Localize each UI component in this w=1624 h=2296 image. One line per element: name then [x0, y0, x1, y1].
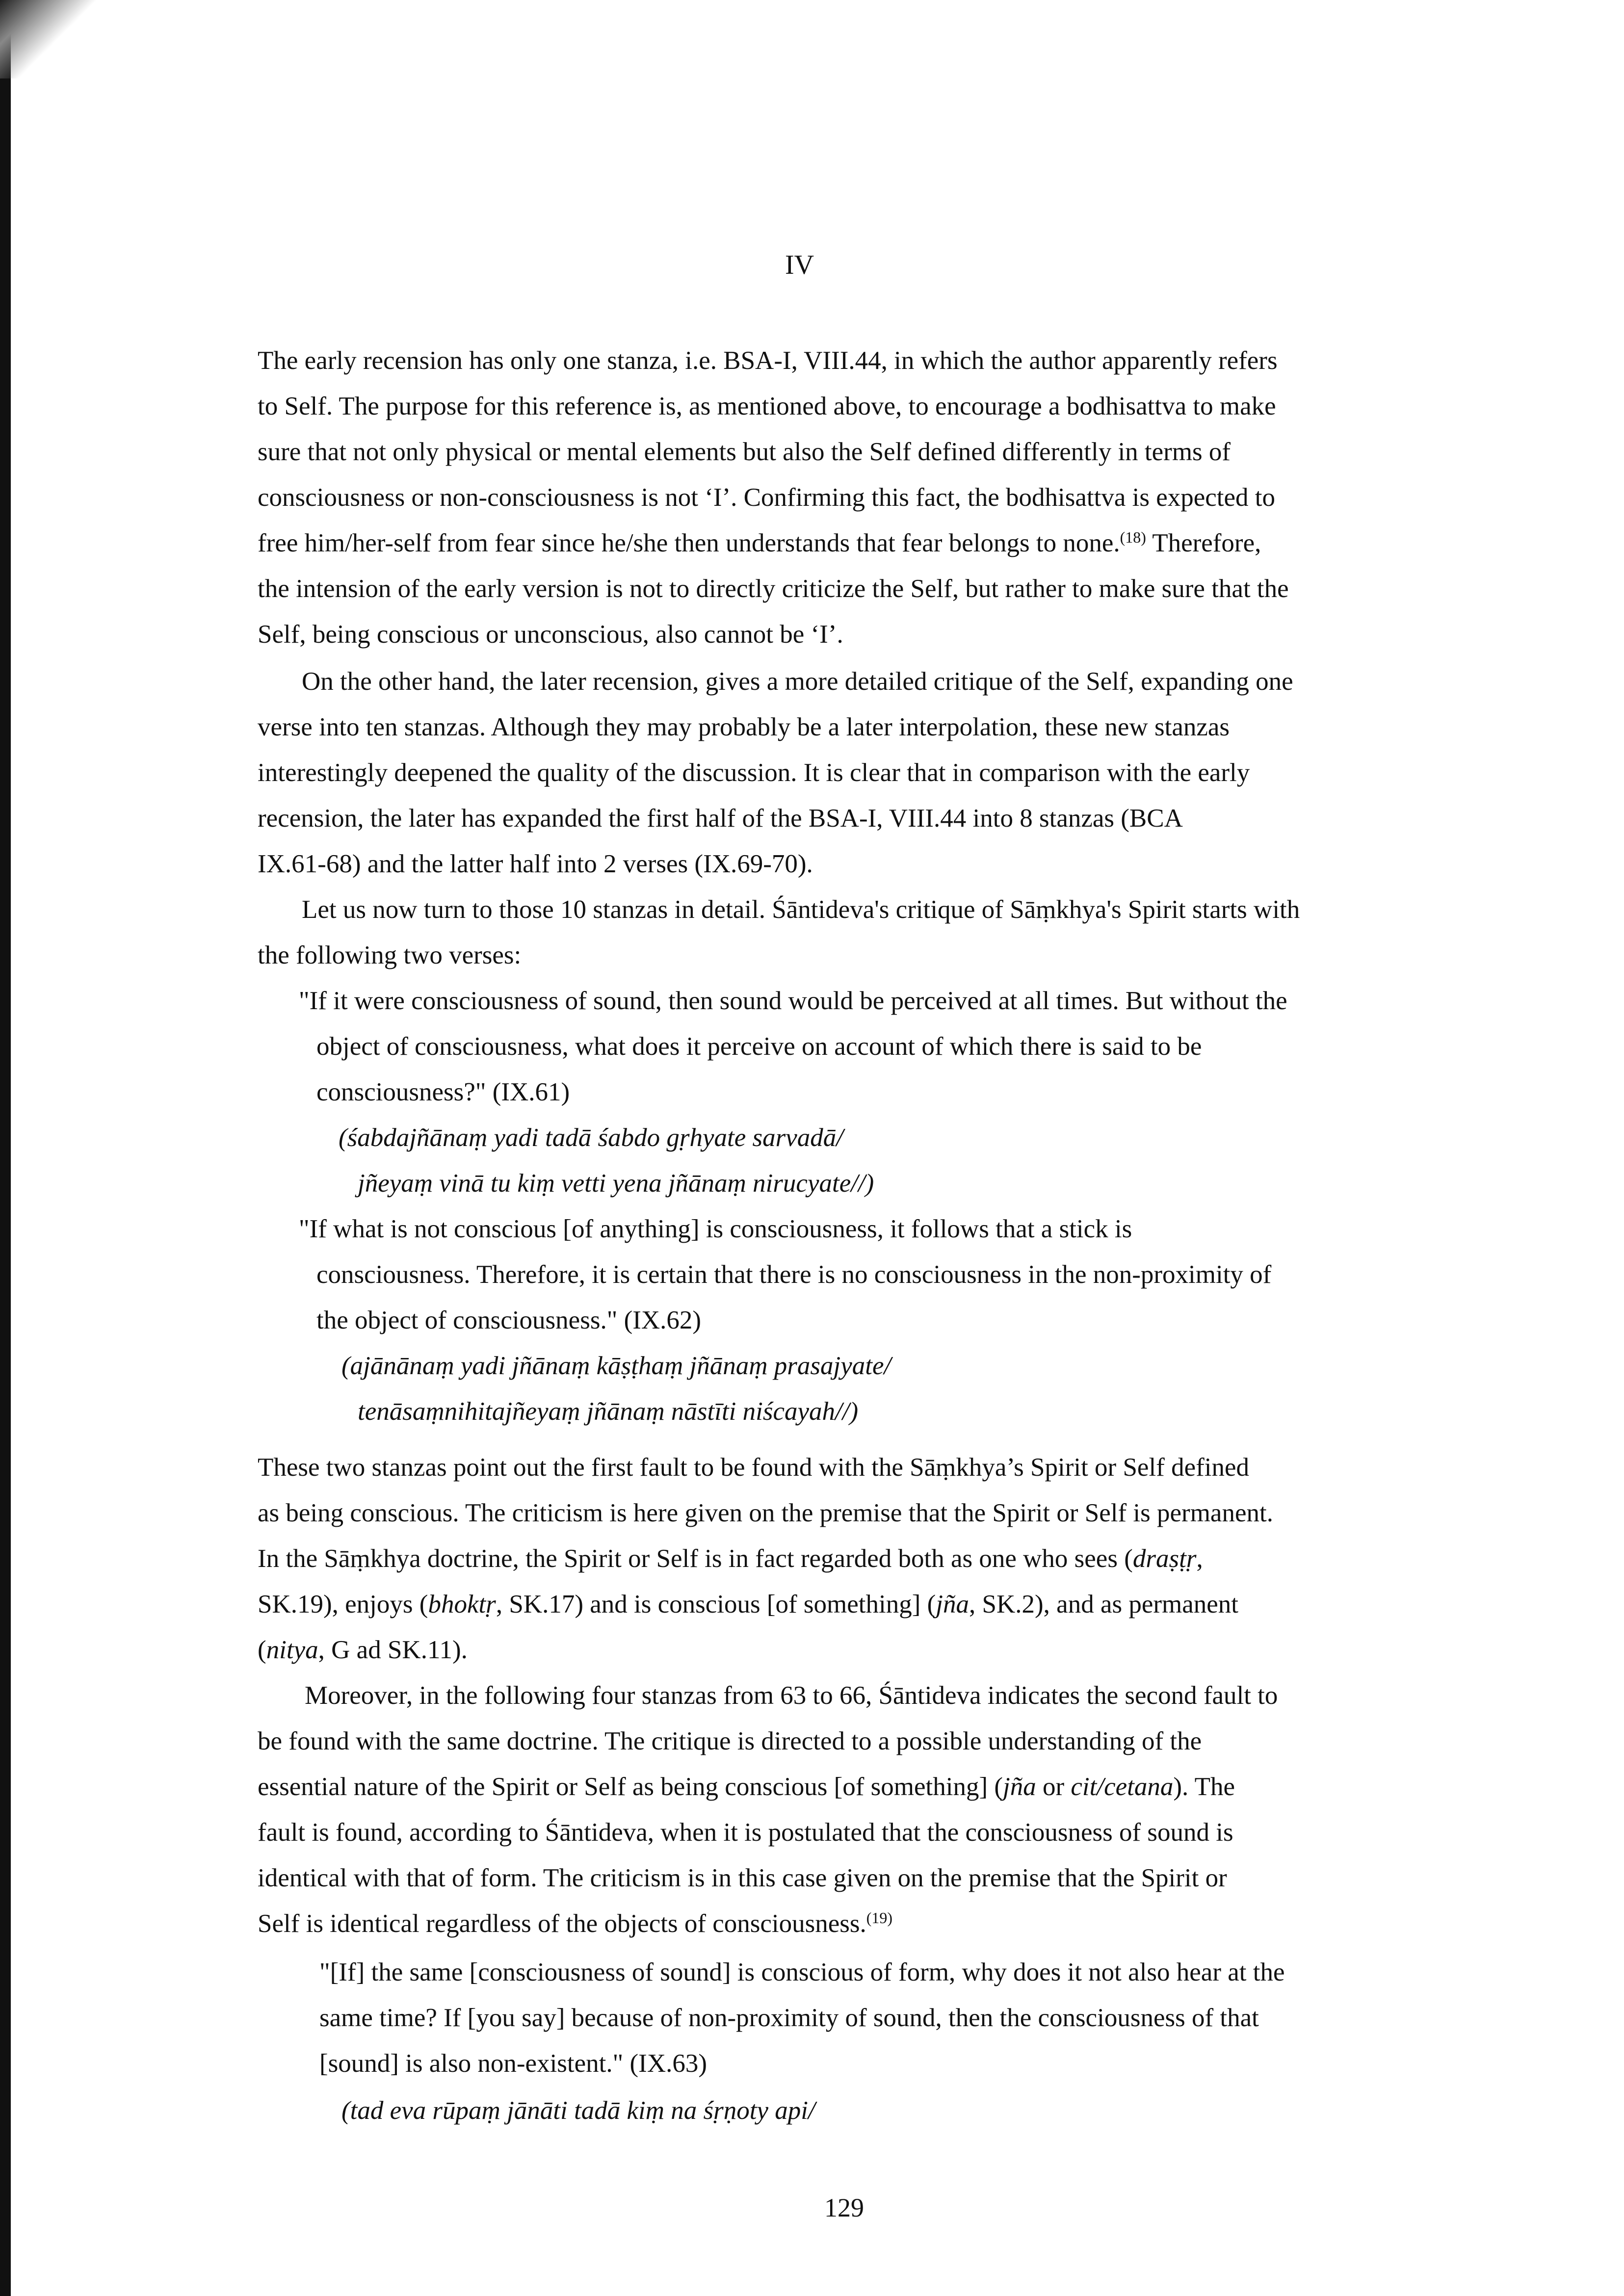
text-line — [258, 430, 1231, 474]
italic-text: (tad eva rūpaṃ jānāti tadā kiṃ na śṛṇoty api/ — [341, 2096, 815, 2125]
text-segment: free him/her-self from fear since he/she then understands that fear belongs to none. — [258, 529, 1120, 557]
text-segment: the intension of the early version is not to directly criticize the Self, but rather to make sure that the — [258, 574, 1289, 603]
text-line — [258, 1445, 1249, 1489]
text-line — [258, 796, 1183, 840]
section-heading: IV — [785, 250, 814, 280]
text-line — [358, 1389, 858, 1434]
text-line — [258, 933, 521, 977]
italic-text: bhoktṛ — [428, 1590, 496, 1618]
text-segment: , — [1196, 1544, 1203, 1573]
text-line — [258, 1537, 1203, 1581]
text-line — [341, 1344, 891, 1388]
text-line — [319, 1950, 1284, 1994]
text-segment: ). The — [1173, 1773, 1235, 1801]
text-line — [319, 2041, 707, 2086]
text-segment: , G ad SK.11). — [318, 1636, 468, 1664]
text-line — [316, 1298, 701, 1342]
text-line — [316, 1070, 570, 1114]
text-segment: These two stanzas point out the first fault to be found with the Sāṃkhya’s Spirit or Self defined — [258, 1453, 1249, 1482]
footnote-ref: (18) — [1120, 528, 1146, 546]
scan-corner-shadow — [0, 0, 98, 78]
text-line — [258, 567, 1289, 611]
text-segment: "[If] the same [consciousness of sound] is conscious of form, why does it not also hear at the — [319, 1958, 1285, 1986]
text-line — [339, 1116, 843, 1160]
text-line — [299, 1207, 1132, 1251]
italic-text: (śabdajñānaṃ yadi tadā śabdo gṛhyate sarvadā/ — [339, 1123, 844, 1152]
text-line — [341, 2088, 815, 2133]
text-line — [258, 521, 1261, 565]
text-segment: the object of consciousness." (IX.62) — [316, 1306, 702, 1334]
text-segment: same time? If [you say] because of non-proximity of sound, then the consciousness of that — [319, 2004, 1259, 2032]
text-segment: recension, the later has expanded the first half of the BSA-I, VIII.44 into 8 stanzas (BCA — [258, 804, 1183, 833]
text-segment: IX.61-68) and the latter half into 2 verses (IX.69-70). — [258, 850, 813, 878]
text-line — [258, 842, 813, 886]
italic-text: cit/cetana — [1071, 1773, 1174, 1801]
text-line — [302, 659, 1293, 704]
text-segment: In the Sāṃkhya doctrine, the Spirit or Self is in fact regarded both as one who sees ( — [258, 1544, 1133, 1573]
text-segment: consciousness. Therefore, it is certain that there is no consciousness in the non-proximity of — [316, 1260, 1272, 1289]
text-segment: ( — [258, 1636, 266, 1664]
text-line — [258, 1810, 1233, 1854]
italic-text: jña — [1003, 1773, 1036, 1801]
text-segment: the following two verses: — [258, 941, 522, 969]
text-segment: On the other hand, the later recension, gives a more detailed critique of the Self, expanding one — [302, 667, 1293, 696]
text-segment: , SK.2), and as permanent — [969, 1590, 1239, 1618]
text-line — [316, 1252, 1271, 1297]
text-segment: essential nature of the Spirit or Self as being conscious [of something] ( — [258, 1773, 1003, 1801]
text-line — [258, 1582, 1238, 1626]
text-segment: Moreover, in the following four stanzas from 63 to 66, Śāntideva indicates the second fault to — [305, 1681, 1278, 1710]
italic-text: (ajānānaṃ yadi jñānaṃ kāṣṭhaṃ jñānaṃ prasajyate/ — [341, 1352, 891, 1380]
italic-text: jña — [936, 1590, 969, 1618]
text-segment: Let us now turn to those 10 stanzas in detail. Śāntideva's critique of Sāṃkhya's Spirit starts with — [302, 895, 1300, 924]
text-segment: SK.19), enjoys ( — [258, 1590, 428, 1618]
text-segment: fault is found, according to Śāntideva, when it is postulated that the consciousness of sound is — [258, 1818, 1233, 1847]
italic-text: draṣṭṛ — [1132, 1544, 1197, 1573]
text-line — [258, 1856, 1227, 1900]
text-segment: be found with the same doctrine. The critique is directed to a possible understanding of the — [258, 1727, 1202, 1755]
text-segment: sure that not only physical or mental elements but also the Self defined differently in terms of — [258, 438, 1231, 466]
text-line — [302, 887, 1300, 932]
text-line — [316, 1024, 1202, 1069]
text-line — [258, 384, 1276, 428]
italic-text: jñeyaṃ vinā tu kiṃ vetti yena jñānaṃ nirucyate//) — [358, 1169, 874, 1198]
text-segment: or — [1036, 1773, 1071, 1801]
text-segment: as being conscious. The criticism is here given on the premise that the Spirit or Self is permanent. — [258, 1499, 1273, 1527]
italic-text: nitya — [266, 1636, 318, 1664]
text-segment: object of consciousness, what does it perceive on account of which there is said to be — [316, 1032, 1202, 1061]
text-line — [258, 751, 1250, 795]
text-segment: Self is identical regardless of the objects of consciousness. — [258, 1909, 866, 1938]
text-segment: consciousness?" (IX.61) — [316, 1078, 570, 1106]
text-segment: identical with that of form. The criticism is in this case given on the premise that the Spirit or — [258, 1864, 1227, 1892]
text-segment: [sound] is also non-existent." (IX.63) — [319, 2049, 707, 2078]
text-segment: consciousness or non-consciousness is not ‘I’. Confirming this fact, the bodhisattva is expected to — [258, 483, 1275, 512]
text-line — [299, 979, 1287, 1023]
text-line — [258, 475, 1275, 520]
text-segment: to Self. The purpose for this reference is, as mentioned above, to encourage a bodhisattva to make — [258, 392, 1276, 420]
text-segment: "If it were consciousness of sound, then sound would be perceived at all times. But without the — [299, 987, 1287, 1015]
text-line — [258, 1765, 1235, 1809]
text-segment: Self, being conscious or unconscious, also cannot be ‘I’. — [258, 620, 843, 649]
text-line — [258, 1628, 468, 1672]
text-segment: interestingly deepened the quality of the discussion. It is clear that in comparison with the early — [258, 758, 1250, 787]
text-line — [305, 1673, 1278, 1718]
italic-text: tenāsaṃnihitajñeyaṃ jñānaṃ nāstīti niścayah//) — [358, 1397, 859, 1426]
text-segment: The early recension has only one stanza, i.e. BSA-I, VIII.44, in which the author apparently refers — [258, 346, 1278, 375]
text-segment: verse into ten stanzas. Although they may probably be a later interpolation, these new stanzas — [258, 713, 1230, 741]
page-number: 129 — [824, 2193, 864, 2222]
text-segment: "If what is not conscious [of anything] is consciousness, it follows that a stick is — [299, 1215, 1132, 1243]
text-line — [358, 1161, 874, 1205]
text-line — [258, 705, 1230, 749]
text-line — [258, 339, 1278, 383]
text-line — [258, 1902, 892, 1946]
text-line — [258, 612, 843, 656]
text-line — [258, 1491, 1273, 1535]
scan-edge-shadow — [0, 0, 11, 2296]
text-segment: Therefore, — [1146, 529, 1261, 557]
footnote-ref: (19) — [866, 1909, 893, 1927]
text-line — [319, 1996, 1259, 2040]
text-line — [258, 1719, 1202, 1763]
text-segment: , SK.17) and is conscious [of something] ( — [496, 1590, 936, 1618]
